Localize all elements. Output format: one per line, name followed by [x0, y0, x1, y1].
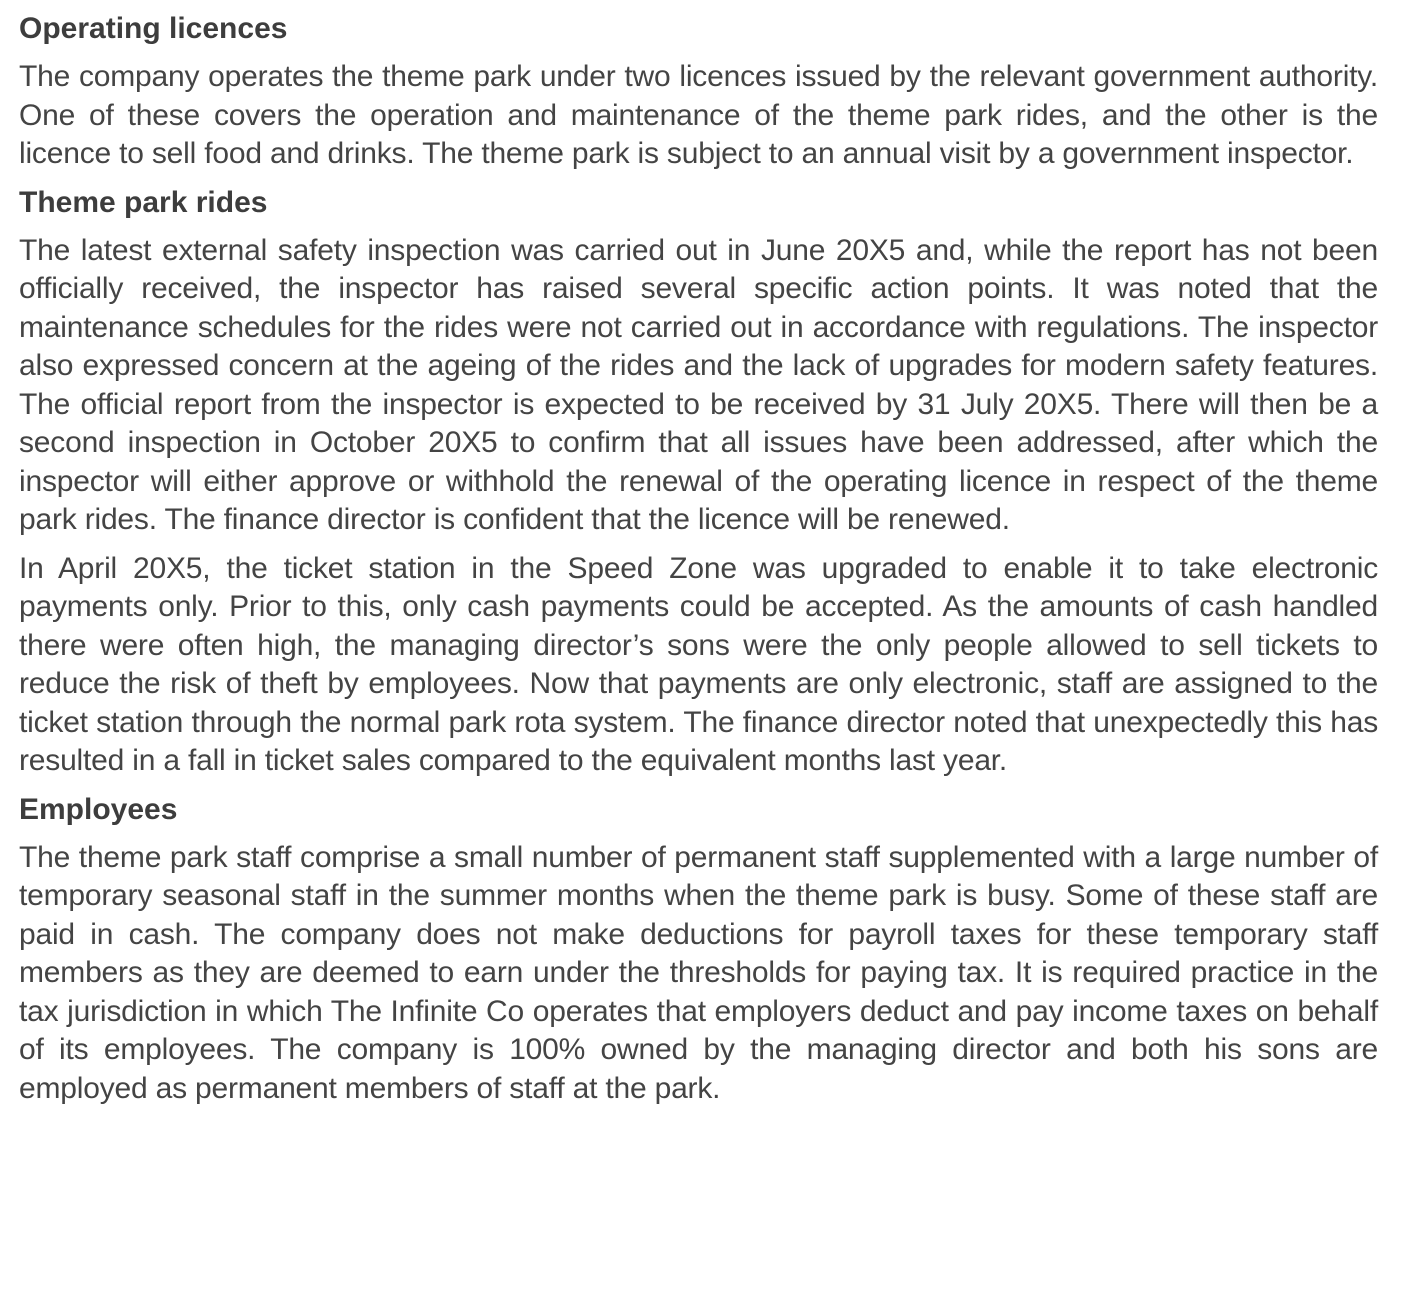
section-paragraph: In April 20X5, the ticket station in the Speed Zone was upgraded to enable it to take electronic payments only. Prior to this, only cash payments could be accepted. As the amounts of cash handled there were often high, the managing director’s sons were the only people allowed to sell tickets to reduce the risk of theft by employees. Now that payments are only electronic, staff are assigned to the ticket station through the normal park rota system. The finance director noted that unexpectedly this has resulted in a fall in ticket sales compared to the equivalent months last year. [19, 551, 1378, 777]
section-employees [19, 791, 1378, 1109]
section-operating-licences [19, 10, 1378, 174]
section-heading: Theme park rides [19, 185, 268, 219]
section-paragraph: The latest external safety inspection was carried out in June 20X5 and, while the report has not been officially received, the inspector has raised several specific action points. It was noted that the maintenance schedules for the rides were not carried out in accordance with regulations. The inspector also expressed concern at the ageing of the rides and the lack of upgrades for modern safety features. The official report from the inspector is expected to be received by 31 July 20X5. There will then be a second inspection in October 20X5 to confirm that all issues have been addressed, after which the inspector will either approve or withhold the renewal of the operating licence in respect of the theme park rides. The finance director is confident that the licence will be renewed. [19, 233, 1378, 536]
document-body [19, 0, 1378, 1118]
section-heading: Employees [19, 792, 178, 826]
section-paragraph: The theme park staff comprise a small number of permanent staff supplemented with a large number of temporary seasonal staff in the summer months when the theme park is busy. Some of these staff are paid in cash. The company does not make deductions for payroll taxes for these temporary staff members as they are deemed to earn under the thresholds for paying tax. It is required practice in the tax jurisdiction in which The Infinite Co operates that employers deduct and pay income taxes on behalf of its employees. The company is 100% owned by the managing director and both his sons are employed as permanent members of staff at the park. [19, 840, 1378, 1105]
section-paragraph: The company operates the theme park under two licences issued by the relevant government authority. One of these covers the operation and maintenance of the theme park rides, and the other is the licence to sell food and drinks. The theme park is subject to an annual visit by a government inspector. [19, 60, 1378, 170]
section-heading: Operating licences [19, 12, 288, 45]
section-theme-park-rides [19, 184, 1378, 781]
